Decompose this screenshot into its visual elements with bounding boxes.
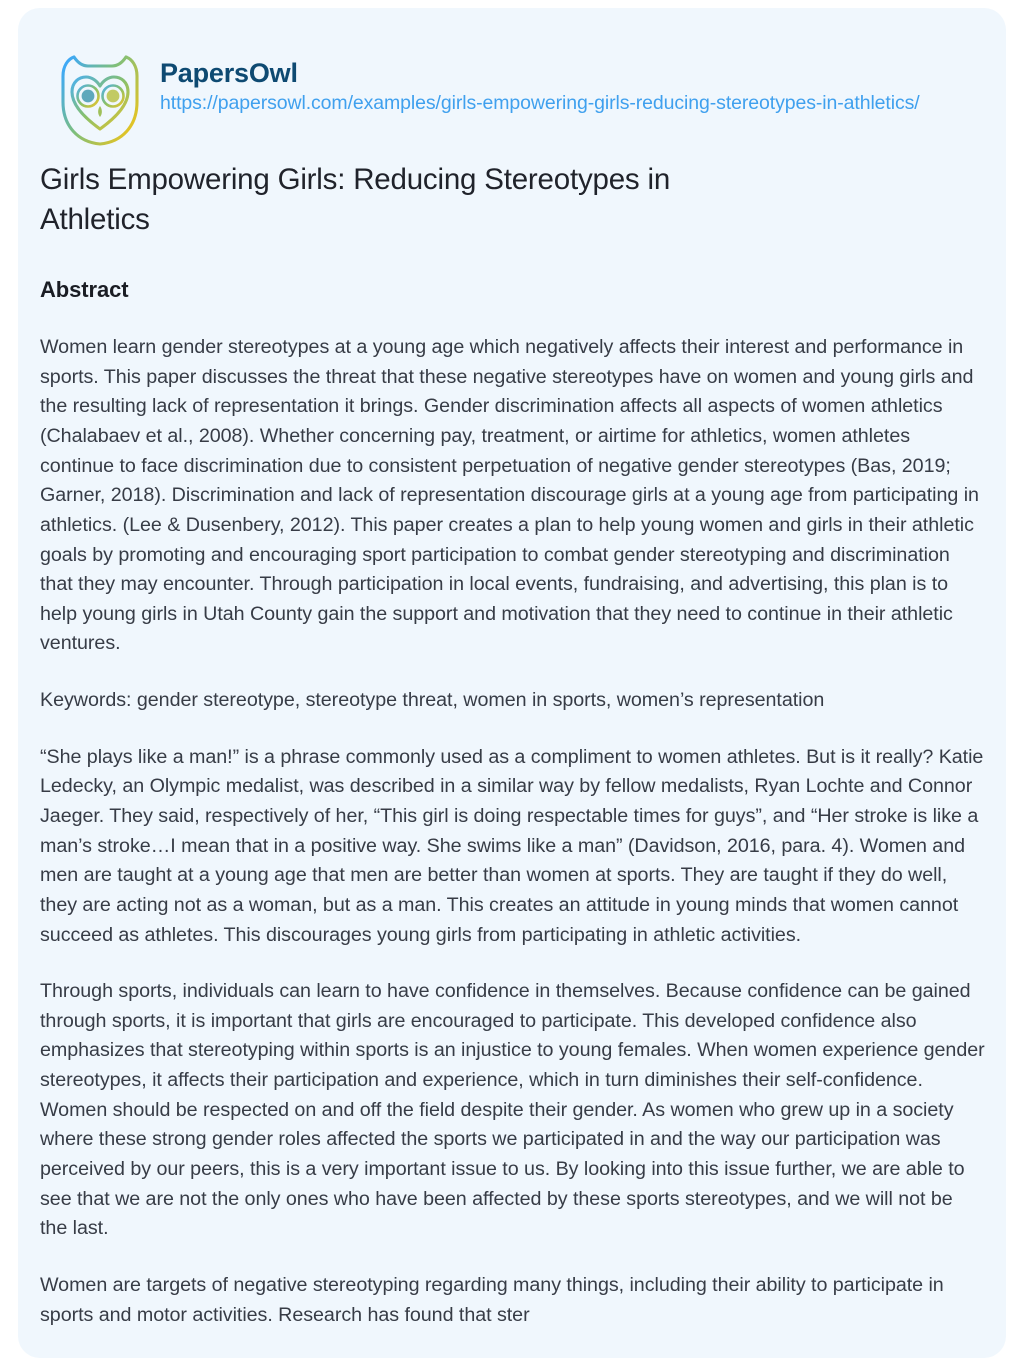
paragraph-abstract-body: Women learn gender stereotypes at a young age which negatively affects their interest and performance in sports. This paper discusses the threat that these negative stereotypes have on women and young girls and the resulting lack of representation it brings. Gender discrimination affects all aspects of women athletics (Chalabaev et al., 2008). Whether concerning pay, treatment, or airtime for athletics, women athletes continue to face discrimination due to consistent perpetuation of negative gender stereotypes (Bas, 2019; Garner, 2018). Discrimination and lack of representation discourage girls at a young age from participating in athletics. (Lee & Dusenbery, 2012). This paper creates a plan to help young women and girls in their athletic goals by promoting and encouraging sport participation to combat gender stereotyping and discrimination that they may encounter. Through participation in local events, fundraising, and advertising, this plan is to help young girls in Utah County gain the support and motivation that they need to continue in their athletic ventures. — [40, 336, 979, 655]
document-content — [40, 160, 985, 1330]
paragraph-confidence: Through sports, individuals can learn to have confidence in themselves. Because confidence can be gained through sports, it is important that girls are encouraged to participate. This developed confidence also emphasizes that stereotyping within sports is an injustice to young females. When women experience gender stereotypes, it affects their participation and experience, which in turn diminishes their self-confidence. Women should be respected on and off the field despite their gender. As women who grew up in a society where these strong gender roles affected the sports we participated in and the way our participation was perceived by our peers, this is a very important issue to us. By looking into this issue further, we are able to see that we are not the only ones who have been affected by these sports stereotypes, and we will not be the last. — [40, 980, 985, 1240]
brand-text-block — [160, 50, 920, 116]
document-page — [18, 8, 1006, 1358]
page-title: Girls Empowering Girls: Reducing Stereotypes in Athletics — [40, 163, 671, 236]
brand-header — [58, 50, 920, 146]
paragraph-intro-quote: “She plays like a man!” is a phrase commonly used as a compliment to women athletes. But is it really? Katie Ledecky, an Olympic medalist, was described in a similar way by fellow medalists, Ryan Lochte and Connor Jaeger. They said, respectively of her, “This girl is doing respectable times for guys”, and “Her stroke is like a man’s stroke…I mean that in a positive way. She swims like a man” (Davidson, 2016, para. 4). Women and men are taught at a young age that men are better than women at sports. They are taught if they do well, they are acting not as a woman, but as a man. This creates an attitude in young minds that women cannot succeed as athletes. This discourages young girls from participating in athletic activities. — [40, 745, 984, 946]
source-url[interactable]: https://papersowl.com/examples/girls-empowering-girls-reducing-stereotypes-in-athletics/ — [160, 92, 920, 115]
brand-name: PapersOwl — [160, 58, 298, 88]
paragraph-stereotyping-truncated: Women are targets of negative stereotyping regarding many things, including their ability to participate in sports and motor activities. Research has found that ster — [40, 1273, 944, 1326]
paragraph-keywords: Keywords: gender stereotype, stereotype threat, women in sports, women’s representation — [40, 689, 825, 712]
owl-logo-icon — [58, 54, 142, 146]
section-heading-abstract: Abstract — [40, 277, 129, 303]
